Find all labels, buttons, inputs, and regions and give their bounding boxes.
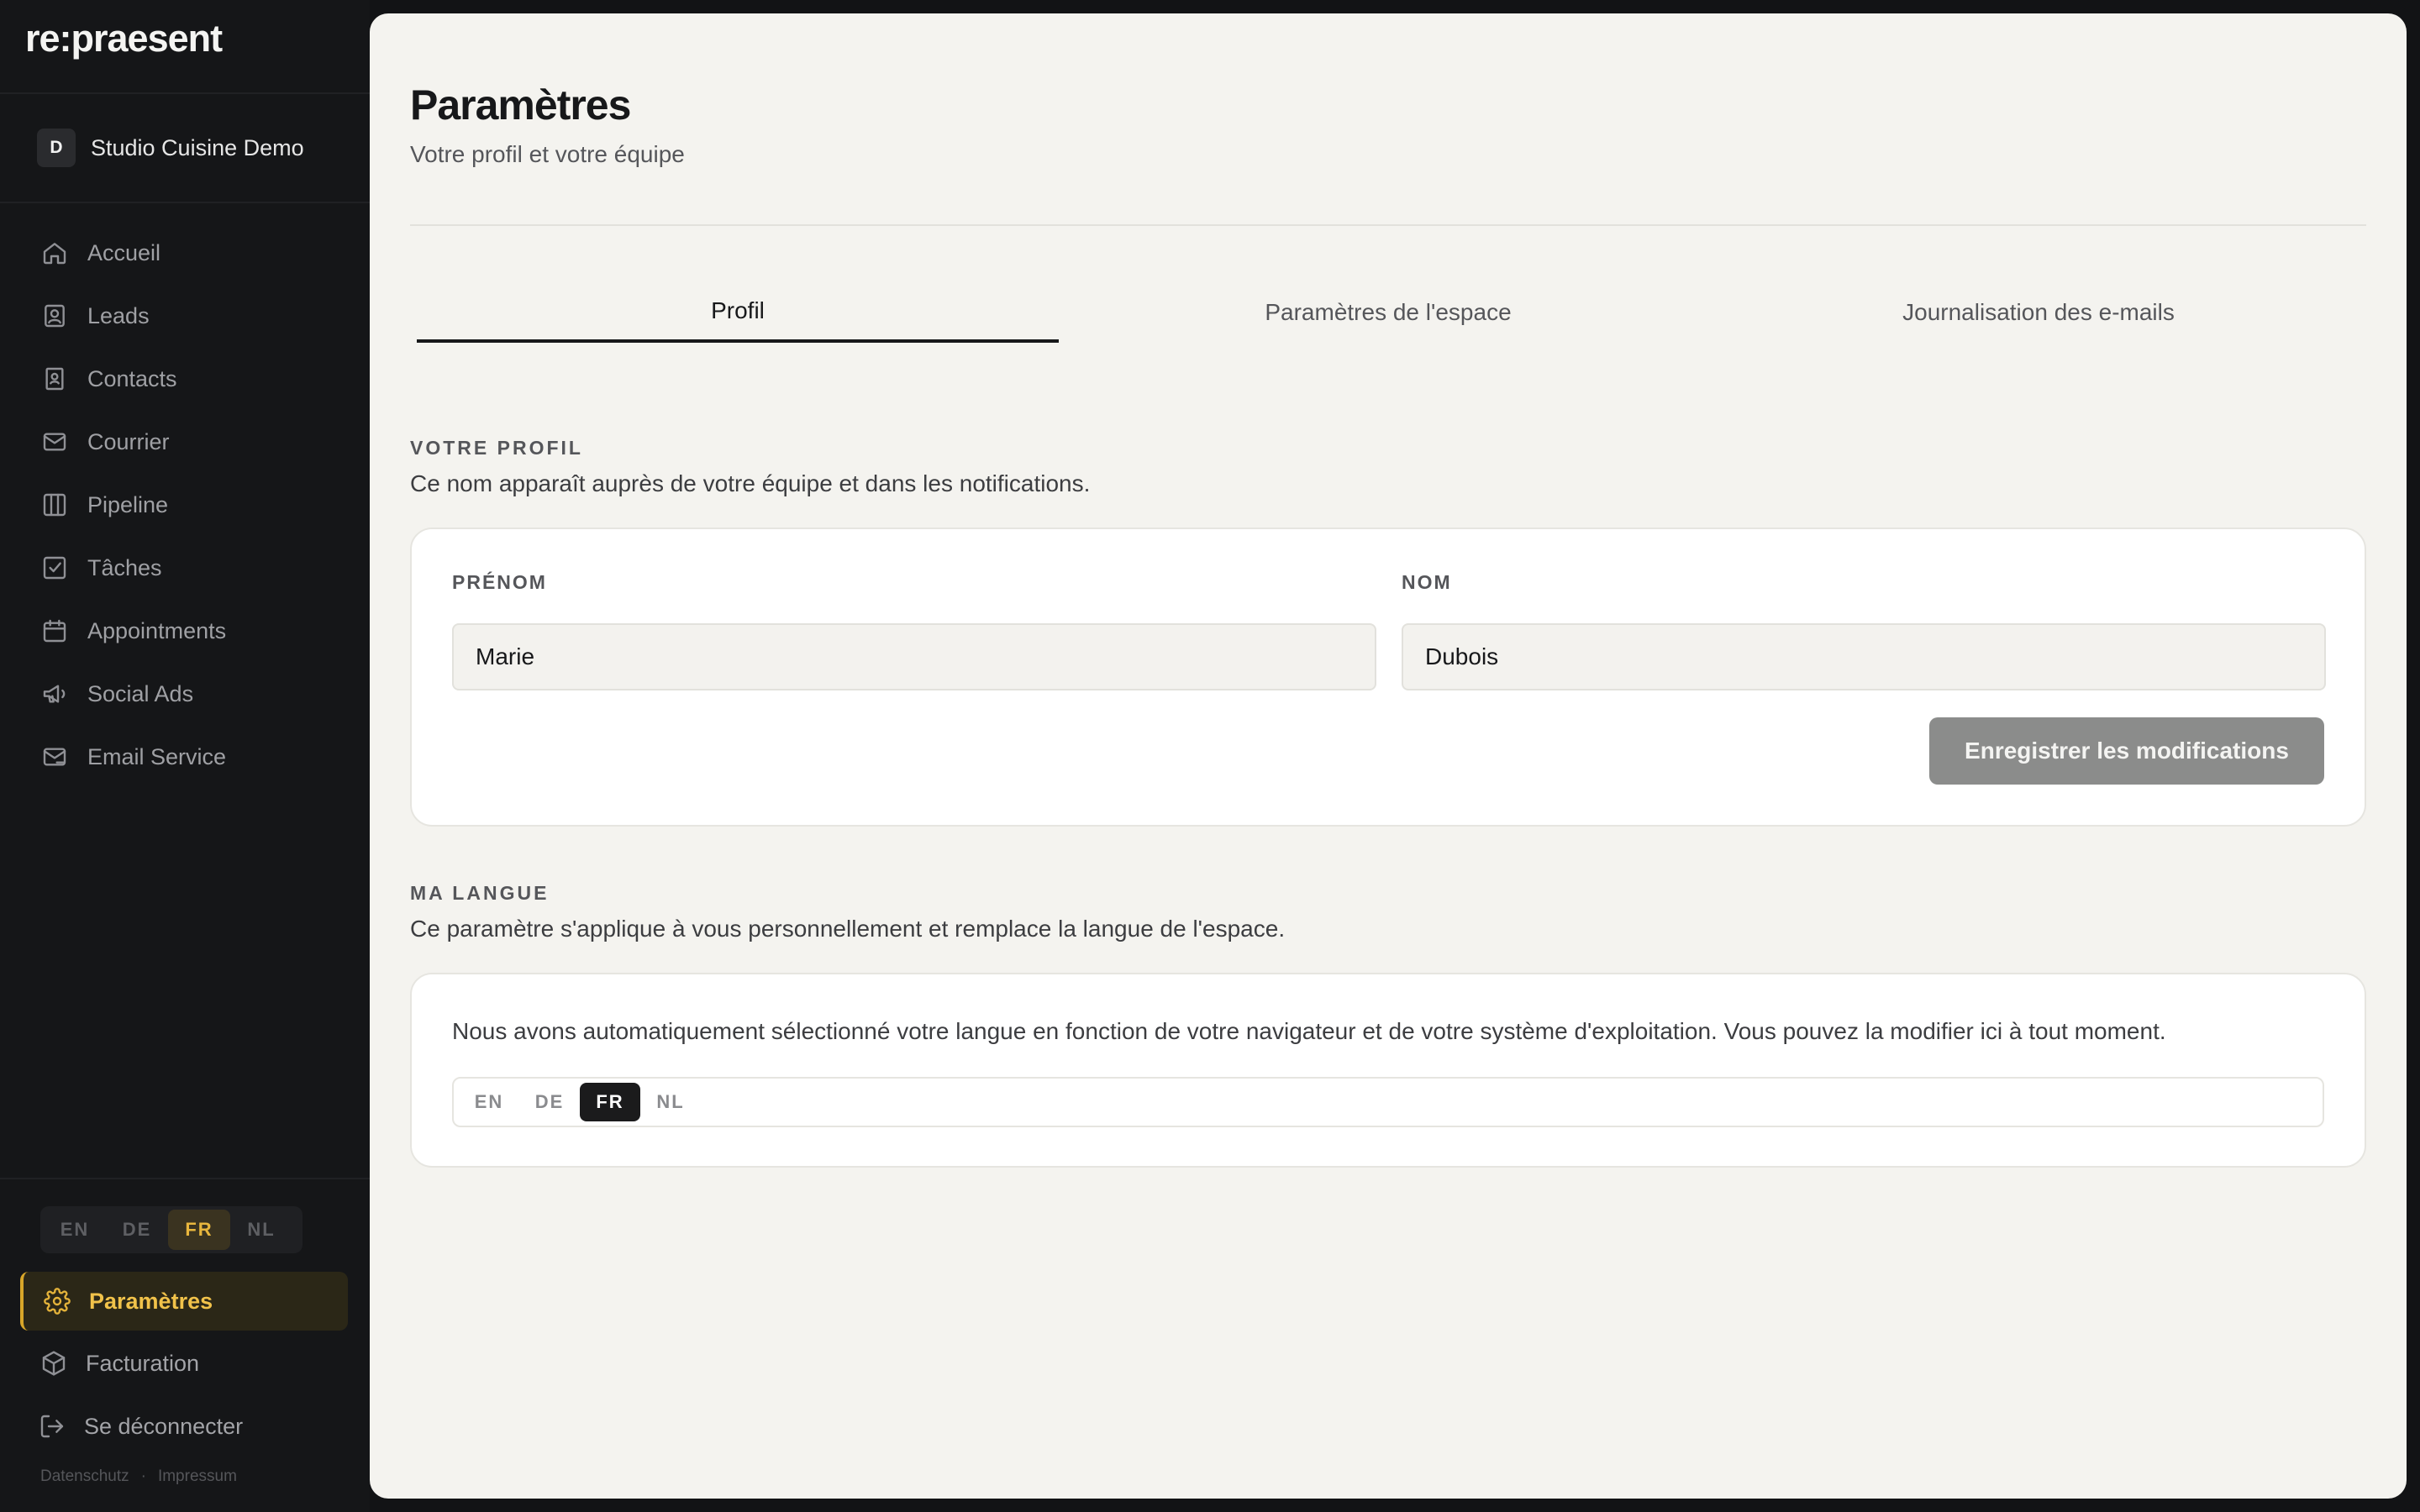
workspace-name: Studio Cuisine Demo <box>91 134 304 160</box>
sidebar-item-social-ads[interactable] <box>40 673 193 715</box>
gear-icon <box>44 1288 71 1315</box>
mail-icon <box>40 428 69 456</box>
sidebar-language-switcher <box>40 1206 302 1253</box>
first-name-label: PRÉNOM <box>452 571 547 593</box>
sidebar-lang-fr[interactable]: FR <box>168 1210 230 1250</box>
language-section-label: MA LANGUE <box>410 882 550 904</box>
logout-label: Se déconnecter <box>84 1413 244 1439</box>
sidebar-divider <box>0 202 370 203</box>
sidebar-item-label: Paramètres <box>89 1288 213 1314</box>
last-name-label: NOM <box>1402 571 1452 593</box>
profile-section-label: VOTRE PROFIL <box>410 437 583 459</box>
workspace-switcher[interactable] <box>37 127 304 169</box>
profile-card <box>410 528 2366 827</box>
imprint-link[interactable]: Impressum <box>157 1467 237 1485</box>
settings-tabs <box>417 282 2366 343</box>
language-picker <box>452 1077 2324 1127</box>
header-divider <box>410 224 2366 226</box>
sidebar-lang-de[interactable]: DE <box>122 1219 152 1240</box>
calendar-icon <box>40 617 69 645</box>
privacy-link[interactable]: Datenschutz <box>40 1467 129 1485</box>
last-name-input[interactable] <box>1402 623 2326 690</box>
sidebar-item-label: Appointments <box>87 617 227 643</box>
save-changes-button[interactable]: Enregistrer les modifications <box>1929 717 2324 785</box>
sidebar-lang-nl[interactable]: NL <box>247 1219 276 1240</box>
lang-option-fr[interactable]: FR <box>580 1083 640 1121</box>
package-icon <box>40 1350 67 1377</box>
main-panel <box>370 13 2407 1499</box>
page-title: Paramètres <box>410 81 631 129</box>
tab-email-logging[interactable]: Journalisation des e-mails <box>1902 299 2175 325</box>
checkbox-icon <box>40 554 69 582</box>
sidebar-item-pipeline[interactable] <box>40 484 168 526</box>
tab-workspace-settings[interactable]: Paramètres de l'espace <box>1265 299 1512 325</box>
sidebar-item-label: Pipeline <box>87 491 169 517</box>
language-card-text: Nous avons automatiquement sélectionné votre langue en fonction de votre navigateur et de votre système d'exploitation. Vous pouvez la modifier ici à tout moment. <box>452 1018 2166 1044</box>
home-icon <box>40 239 69 267</box>
contact-book-icon <box>40 365 69 393</box>
sidebar-item-label: Tâches <box>87 554 162 580</box>
lang-option-en[interactable]: EN <box>474 1091 504 1112</box>
sidebar-item-label: Courrier <box>87 428 170 454</box>
footer-links <box>40 1467 237 1486</box>
lead-badge-icon <box>40 302 69 330</box>
sidebar-item-accueil[interactable] <box>40 232 160 274</box>
language-section-desc: Ce paramètre s'applique à vous personnellement et remplace la langue de l'espace. <box>410 916 1286 942</box>
sidebar-item-label: Facturation <box>86 1350 200 1376</box>
sidebar-item-contacts[interactable] <box>40 358 177 400</box>
sidebar-item-label: Email Service <box>87 743 227 769</box>
sidebar-item-parametres[interactable] <box>20 1272 348 1331</box>
first-name-input[interactable] <box>452 623 1376 690</box>
logout-button[interactable] <box>39 1405 243 1447</box>
sidebar-divider <box>0 92 370 94</box>
logout-icon <box>39 1413 66 1440</box>
profile-section-desc: Ce nom apparaît auprès de votre équipe et dans les notifications. <box>410 470 1091 496</box>
brand-logo[interactable]: re:praesent <box>25 17 223 60</box>
sidebar-item-label: Leads <box>87 302 150 328</box>
sidebar <box>0 0 370 1512</box>
sidebar-item-taches[interactable] <box>40 547 162 589</box>
sidebar-item-courrier[interactable] <box>40 421 170 463</box>
columns-icon <box>40 491 69 519</box>
sidebar-item-appointments[interactable] <box>40 610 226 652</box>
sidebar-lang-en[interactable]: EN <box>60 1219 90 1240</box>
footer-separator: · <box>140 1467 146 1485</box>
workspace-badge: D <box>37 129 76 167</box>
sidebar-item-facturation[interactable] <box>40 1342 199 1384</box>
lang-option-nl[interactable]: NL <box>656 1091 685 1112</box>
mail-send-icon <box>40 743 69 771</box>
sidebar-item-label: Contacts <box>87 365 177 391</box>
tab-profil[interactable]: Profil <box>417 282 1059 343</box>
megaphone-icon <box>40 680 69 708</box>
page-subtitle: Votre profil et votre équipe <box>410 141 685 167</box>
sidebar-item-leads[interactable] <box>40 295 150 337</box>
sidebar-item-email-service[interactable] <box>40 736 226 778</box>
sidebar-item-label: Social Ads <box>87 680 194 706</box>
sidebar-divider <box>0 1178 370 1179</box>
lang-option-de[interactable]: DE <box>534 1091 565 1112</box>
language-card <box>410 973 2366 1168</box>
sidebar-item-label: Accueil <box>87 239 161 265</box>
